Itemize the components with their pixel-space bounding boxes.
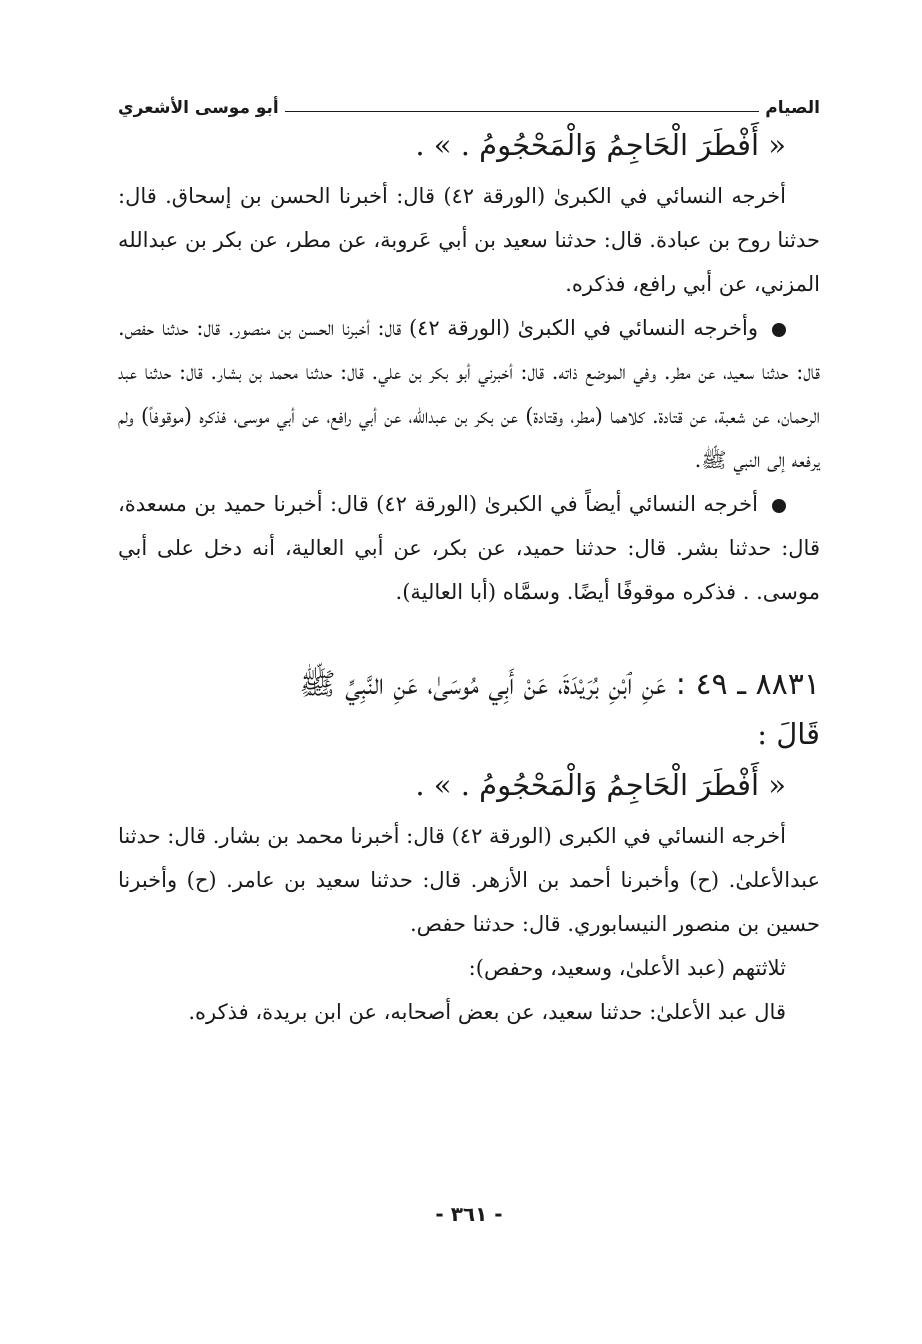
takhrij-paragraph-6: قال عبد الأعلىٰ: حدثنا سعيد، عن بعض أصحابه، عن ابن بريدة، فذكره.: [188, 1000, 786, 1024]
header-section: أبو موسى الأشعري: [118, 98, 279, 118]
bullet-icon: [772, 499, 786, 513]
header-rule: [285, 111, 759, 112]
takhrij-paragraph-3: [118, 482, 820, 614]
document-page: [118, 88, 820, 1248]
takhrij-paragraph-4: أخرجه النسائي في الكبرى (الورقة ٤٢) قال: أخبرنا محمد بن بشار. قال: حدثنا عبدالأعلىٰ. (ح) وأخبرنا أحمد بن الأزهر. قال: حدثنا سعيد بن عامر. (ح) وأخبرنا حسين بن منصور النيسابوري. قال: حدثنا حفص.: [118, 824, 820, 936]
hadith-qala: قَالَ :: [757, 717, 820, 751]
takhrij-paragraph-3-text: أخرجه النسائي أيضاً في الكبرىٰ (الورقة ٤٢) قال: أخبرنا حميد بن مسعدة، قال: حدثنا بشر. قال: حدثنا حميد، عن بكر، عن أبي العالية، أنه دخل على أبي موسى. . فذكره موقوفًا أيضًا. وسمَّاه (أبا العالية).: [118, 492, 820, 604]
first-hadith-quote: « أَفْطَرَ الْحَاجِمُ وَالْمَحْجُومُ . » .: [415, 128, 786, 162]
bullet-icon: [772, 323, 786, 337]
takhrij-paragraph-1: أخرجه النسائي في الكبرىٰ (الورقة ٤٢) قال: أخبرنا الحسن بن إسحاق. قال: حدثنا روح بن عبادة. قال: حدثنا سعيد بن أبي عَروبة، عن مطر، عن بكر بن عبدالله المزني، عن أبي رافع، فذكره.: [118, 184, 820, 296]
header-chapter: الصيام: [765, 98, 820, 118]
page-number: - ٣٦١ -: [435, 1202, 503, 1226]
running-header: [118, 88, 820, 118]
second-hadith-quote: « أَفْطَرَ الْحَاجِمُ وَالْمَحْجُومُ . » .: [415, 768, 786, 802]
takhrij-paragraph-2-text: وأخرجه النسائي في الكبرىٰ (الورقة ٤٢) قال: أخبرنا الحسن بن منصور. قال: حدثنا حفص. قال: حدثنا سعيد، عن مطر. وفي الموضع ذاته. قال: أخبرني أبو بكر بن علي. قال: حدثنا محمد بن بشار. قال: حدثنا عبد الرحمان، عن شعبة، عن قتادة. كلاهما (مطر، وقتادة) عن بكر بن عبدالله، عن أبي رافع، عن أبي موسى، فذكره (موقوفاً) ولم يرفعه إلى النبي ﷺ.: [118, 316, 820, 472]
hadith-number: ٨٨٣١ ـ ٤٩ :: [675, 667, 820, 702]
takhrij-paragraph-2: [118, 306, 820, 482]
hadith-isnad: عَنِ ٱبْنِ بُرَيْدَةَ، عَنْ أَبِي مُوسَىٰ، عَنِ النَّبِيِّ ﷺ: [299, 667, 667, 702]
takhrij-paragraph-5: ثلاثتهم (عبد الأعلىٰ، وسعيد، وحفص):: [468, 956, 786, 980]
hadith-heading: [118, 658, 820, 712]
